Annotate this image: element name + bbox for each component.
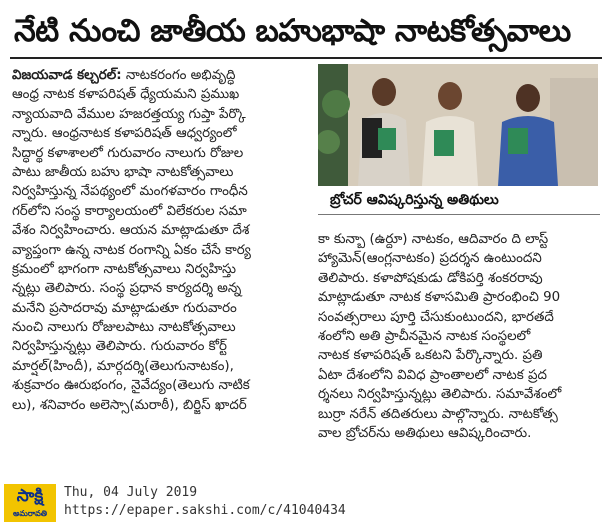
article-line: మార్షల్(హిందీ), మార్గదర్శి(తెలుగునాటకం), [12, 358, 234, 374]
caption-divider [318, 214, 600, 215]
epaper-url[interactable]: https://epaper.sakshi.com/c/41040434 [64, 503, 346, 518]
article-line-text: నాటకరంగం అభివృద్ధి [125, 68, 236, 83]
article-line: లు), శనివారం అలెస్సా(మరాఠీ), బిర్జిస్ ఖాదర్ [12, 397, 247, 413]
article-line: న్నారు. ఆంధ్రనాటక కళాపరిషత్ ఆధ్వర్యంలో [12, 126, 237, 142]
article-line: నిర్వహిస్తున్న నేపథ్యంలో మంగళవారం గాంధీన [12, 184, 248, 200]
article-line: వాల బ్రోచర్‌ను అతిథులు ఆవిష్కరించారు. [318, 425, 532, 441]
article-line: గర్‌లోని సంస్థ కార్యాలయంలో విలేకరుల సమా [12, 203, 247, 219]
article-line: నుంచి నాలుగు రోజులపాటు నాటకోత్సవాలు [12, 320, 236, 336]
news-photo [318, 64, 598, 186]
article-line: ఏటా దేశంలోని వివిధ ప్రాంతాలలో నాటక ప్రద [318, 367, 547, 383]
article-line: క్రమంలో భాగంగా నాటకోత్సవాలు నిర్వహిస్తు [12, 261, 236, 277]
article-headline: నేటి నుంచి జాతీయ బహుభాషా నాటకోత్సవాలు [14, 13, 571, 49]
photo-illustration [318, 64, 598, 186]
article-line: న్యాయవాది వేముల హజరత్తయ్య గుప్తా పేర్కొ [12, 106, 246, 122]
epaper-footer [0, 482, 609, 524]
article-line: న్నట్లు తెలిపారు. సంస్థ ప్రధాన కార్యదర్శి అన్న [12, 281, 242, 297]
logo-edition: అమరావతి [12, 509, 48, 518]
article-line: వేశం నిర్వహించారు. ఆయన మాట్లాడుతూ దేశ [12, 223, 250, 239]
article-line: ర్శనలు నిర్వహిస్తున్నట్లు తెలిపారు. సమావేశంలో [318, 387, 562, 403]
article-line: తెలిపారు. కళాపోషకుడు డోకిపర్తి శంకరరావు [318, 270, 543, 286]
footer-meta [64, 484, 346, 520]
article-line: నిర్వహిస్తున్నట్లు తెలిపారు. గురువారం కోర్ట్ [12, 339, 227, 355]
article-line: శంలోని అతి ప్రాచీనమైన నాటక సంస్థలలో [318, 328, 531, 344]
article-right-column [318, 230, 600, 443]
article-line: సిద్ధార్థ కళాశాలలో గురువారం నాలుగు రోజుల [12, 145, 244, 161]
article-line: మాట్లాడుతూ నాటక కళాసమితి ప్రారంభించి 90 [318, 290, 561, 306]
article-line: శుక్రవారం ఊరుభంగం, నైవేద్యం(తెలుగు నాటిక [12, 378, 250, 394]
article-line: నాటక కళాపరిషత్ ఒకటని పేర్కొన్నారు. ప్రతి [318, 348, 543, 364]
article-line: ఆంధ్ర నాటక కళాపరిషత్ ధ్యేయమని ప్రముఖ [12, 87, 240, 103]
article-line: బుర్రా నరేన్ తదితరులు పాల్గొన్నారు. నాటకోత్స [318, 406, 558, 422]
article-line: సంవత్సరాలు పూర్తి చేసుకుంటుందని, భారతదే [318, 309, 554, 325]
article-line: మనేని ప్రసాదరావు మాట్లాడుతూ గురువారం [12, 300, 237, 316]
article-line: కా కున్బా (ఉర్దూ) నాటకం, ఆదివారం ది లాస్ట్ [318, 232, 549, 247]
article-line [12, 66, 308, 85]
edition-date: Thu, 04 July 2019 [64, 485, 198, 500]
article-line: వ్యాప్తంగా ఉన్న నాటక రంగాన్ని ఏకం చేసే కార్య [12, 242, 251, 258]
logo-name: సాక్షి [16, 486, 44, 506]
headline-divider [10, 57, 602, 59]
photo-caption: బ్రోచర్ ఆవిష్కరిస్తున్న అతిథులు [330, 192, 499, 208]
article-left-column [12, 66, 308, 415]
dateline: విజయవాడ కల్చరల్: [12, 68, 122, 83]
article-line: హ్యామెన్(ఆంగ్లనాటకం) ప్రదర్శన ఉంటుందని [318, 251, 542, 267]
sakshi-logo[interactable] [4, 484, 56, 522]
article-line: పాటు జాతీయ బహు భాషా నాటకోత్సవాలు [12, 164, 234, 180]
